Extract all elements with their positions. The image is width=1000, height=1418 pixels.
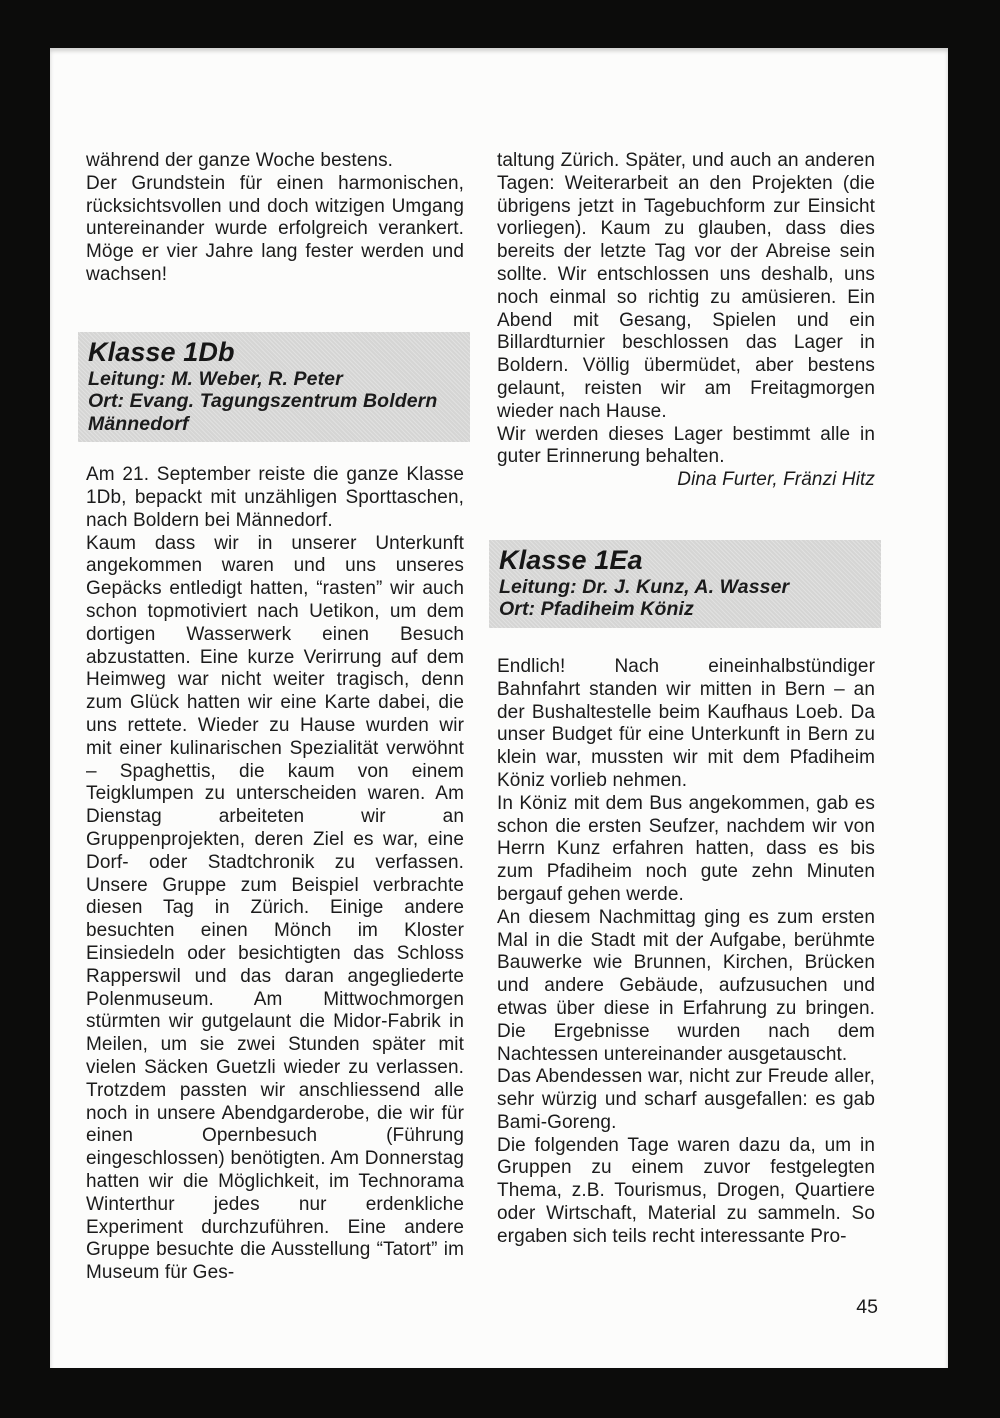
- magazine-page: [50, 48, 948, 1368]
- paragraph-schluss-1db: Wir werden dieses Lager bestimmt alle in guter Erinnerung behalten.: [497, 423, 875, 468]
- right-column: [497, 150, 875, 1249]
- section-title: Klasse 1Db: [88, 336, 235, 367]
- paragraph-gruppenthemen: Die folgenden Tage waren dazu da, um in Gruppen zu einem zuvor festgelegten Thema, z.B. Tourismus, Drogen, Quartiere oder Wirtschaft, Material zu sammeln. So ergaben sich teils recht interessante Pro-: [497, 1134, 875, 1247]
- section-ort: Ort: Pfadiheim Köniz: [499, 598, 694, 621]
- section-header-klasse-1ea: [489, 540, 881, 628]
- section-ort: Ort: Evang. Tagungszentrum Boldern Männedorf: [88, 390, 438, 435]
- paragraph-abendessen: Das Abendessen war, nicht zur Freude aller, sehr würzig und scharf ausgefallen: es gab Bami-Goreng.: [497, 1066, 875, 1133]
- paragraph-grundstein: Der Grundstein für einen harmonischen, rücksichtsvollen und doch witzigen Umgang untereinander wurde erfolgreich verankert. Möge er vier Jahre lang fester werden und wachsen!: [86, 172, 464, 285]
- paragraph-koeniz-bus: In Köniz mit dem Bus angekommen, gab es schon die ersten Seufzer, nachdem wir von Herrn Kunz erfahren hatten, dass es bis zum Pfadiheim noch gute zehn Minuten bergauf gehen werde.: [497, 792, 875, 905]
- paragraph-continuation-from-previous-page: während der ganze Woche bestens.: [86, 150, 394, 171]
- paragraph-lagerbericht-1db: Kaum dass wir in unserer Unterkunft angekommen waren und uns unseres Gepäcks entledigt hatten, “rasten” wir auch schon topmotiviert nach Uetikon, um dem dortigen Wasserwerk einen Besuch abzustatten. Eine kurze Verirrung auf dem Heimweg war nicht weiter tragisch, denn zum Glück hatten wir eine Karte dabei, die uns rettete. Wieder zu Hause wurden wir mit einer kulinarischen Spezialität verwöhnt – Spaghettis, die kaum von einem Teigklumpen zu unterscheiden waren. Am Dienstag arbeiteten wir an Gruppenprojekten, deren Ziel es war, eine Dorf- oder Stadtchronik zu verfassen. Unsere Gruppe zum Beispiel verbrachte diesen Tag in Zürich. Einige andere besuchten einen Mönch im Kloster Einsiedeln oder besichtigten das Schloss Rapperswil und das daran angegliederte Polenmuseum. Am Mittwochmorgen stürmten wir gutgelaunt die Midor-Fabrik in Meilen, um sie zwei Stunden später mit vielen Säcken Guetzli wieder zu verlassen. Trotzdem passten wir anschliessend alle noch in unsere Abendgarderobe, die wir für einen Opernbesuch (Führung eingeschlossen) benötigten. Am Donnerstag hatten wir die Möglichkeit, im Technorama Winterthur jedes nur erdenkliche Experiment durchzuführen. Eine andere Gruppe besuchte die Ausstellung “Tatort” im Museum für Ges-: [86, 532, 464, 1284]
- paragraph-continuation-1db: taltung Zürich. Später, und auch an anderen Tagen: Weiterarbeit an den Projekten (die übrigens jetzt in Tagebuchform zur Einsicht vorliegen). Kaum zu glauben, dass dies bereits der letzte Tag vor der Abreise sein sollte. Wir entschlossen uns deshalb, uns noch einmal so richtig zu amüsieren. Ein Abend mit Gesang, Spielen und ein Billardturnier beschlossen das Lager in Boldern. Völlig übermüdet, aber bestens gelaunt, reisten wir am Freitagmorgen wieder nach Hause.: [497, 150, 875, 422]
- author-signature: Dina Furter, Fränzi Hitz: [677, 469, 875, 491]
- left-column: [86, 150, 464, 1285]
- paragraph-anreise: Am 21. September reiste die ganze Klasse 1Db, bepackt mit unzähligen Sporttaschen, nach Boldern bei Männedorf.: [86, 464, 464, 531]
- section-leitung: Leitung: M. Weber, R. Peter: [88, 367, 343, 390]
- section-leitung: Leitung: Dr. J. Kunz, A. Wasser: [499, 575, 790, 598]
- paragraph-ankunft-bern: Endlich! Nach eineinhalbstündiger Bahnfahrt standen wir mitten in Bern – an der Bushaltestelle beim Kaufhaus Loeb. Da unser Budget für eine Unterkunft in Bern zu klein war, mussten wir mit dem Pfadiheim Köniz vorlieb nehmen.: [497, 655, 875, 791]
- paragraph-stadtaufgabe: An diesem Nachmittag ging es zum ersten Mal in die Stadt mit der Aufgabe, berühmte Bauwerke wie Brunnen, Kirchen, Brücken und andere Gebäude, aufzusuchen und etwas über diese in Erfahrung zu bringen. Die Ergebnisse wurden nach dem Nachtessen untereinander ausgetauscht.: [497, 906, 875, 1065]
- page-number: 45: [856, 1296, 878, 1318]
- section-title: Klasse 1Ea: [499, 544, 643, 575]
- section-header-klasse-1db: [78, 332, 470, 443]
